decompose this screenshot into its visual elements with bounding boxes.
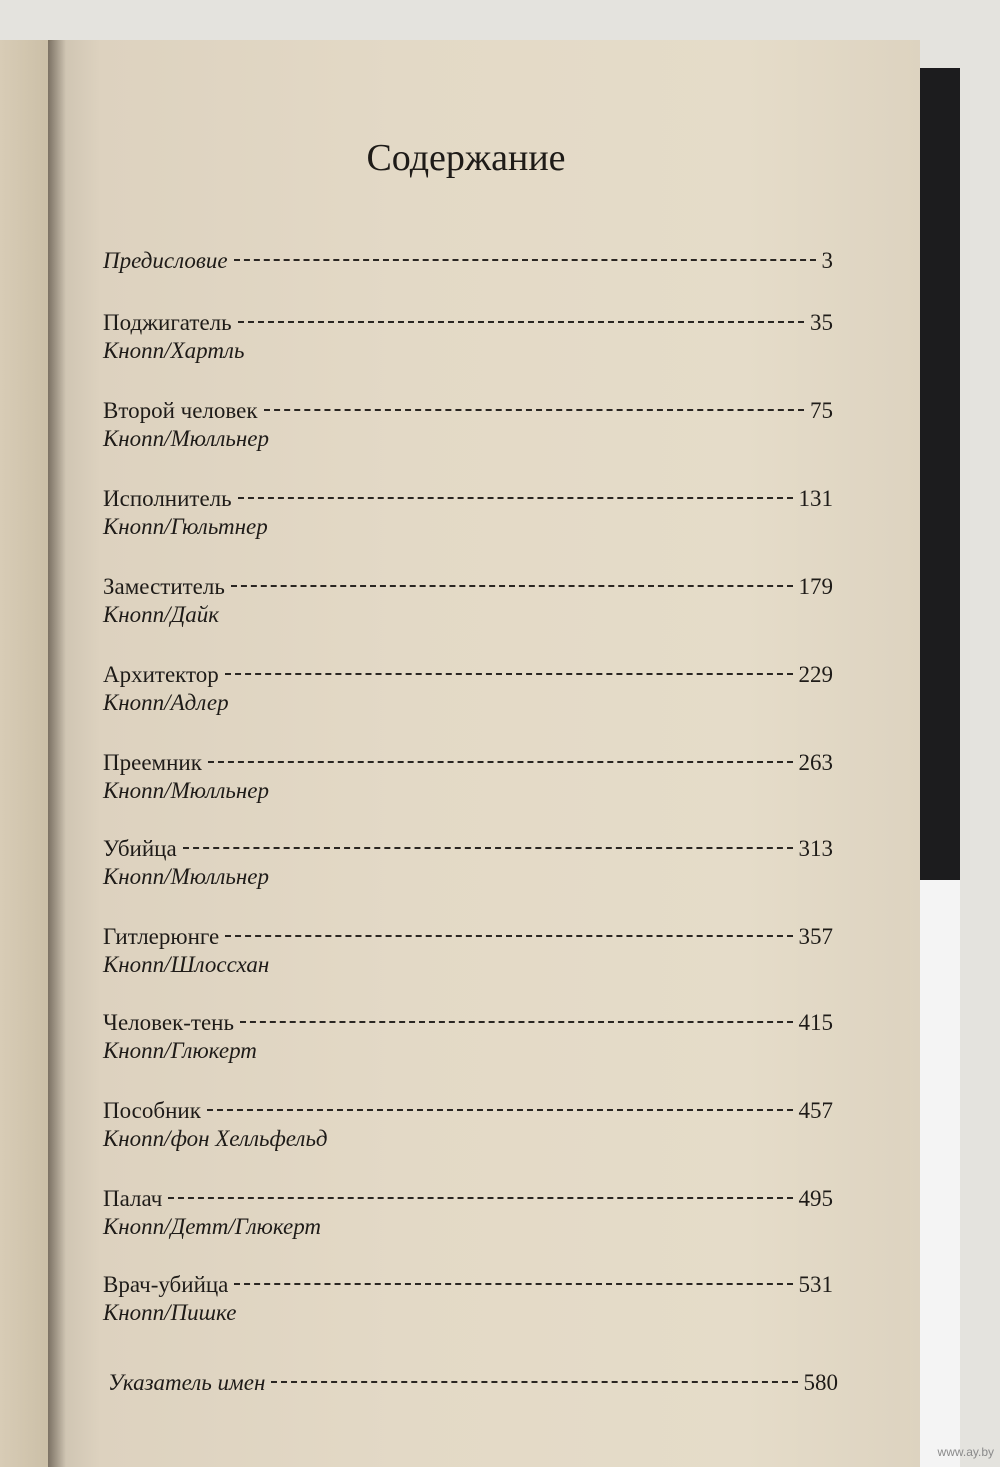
page-number: 131 [798, 486, 833, 511]
page-number: 229 [798, 662, 833, 687]
chapter-title: Врач-убийца [103, 1272, 229, 1297]
toc-line [103, 1272, 833, 1298]
toc-entry [103, 662, 833, 716]
toc-entry [103, 1186, 833, 1240]
dotted-leader [183, 847, 793, 849]
toc-entry [103, 1272, 833, 1326]
toc-line [103, 750, 833, 776]
toc-entry [103, 1098, 833, 1152]
toc-line [103, 1010, 833, 1036]
dotted-leader [264, 409, 804, 411]
toc-line [108, 1370, 838, 1396]
chapter-title: Палач [103, 1186, 163, 1211]
chapter-author: Кнопп/Адлер [103, 690, 229, 715]
dotted-leader [225, 935, 792, 937]
page-number: 495 [798, 1186, 833, 1211]
dotted-leader [240, 1021, 793, 1023]
chapter-author: Кнопп/Мюлльнер [103, 778, 270, 803]
toc-line [103, 486, 833, 512]
toc-line [103, 1186, 833, 1212]
toc-entry [108, 1370, 838, 1396]
toc-entry [103, 750, 833, 804]
toc-line [103, 836, 833, 862]
page-number: 179 [798, 574, 833, 599]
page-number: 415 [798, 1010, 833, 1035]
dotted-leader [234, 1283, 792, 1285]
chapter-title: Гитлерюнге [103, 924, 220, 949]
toc-entry [103, 574, 833, 628]
dotted-leader [207, 1109, 793, 1111]
toc-line [103, 398, 833, 424]
spine-shadow [48, 40, 66, 1467]
chapter-title: Пособник [103, 1098, 201, 1123]
dotted-leader [238, 497, 793, 499]
chapter-author: Кнопп/Мюлльнер [103, 864, 270, 889]
chapter-author: Кнопп/Дайк [103, 602, 219, 627]
toc-line [103, 1098, 833, 1124]
chapter-title: Предисловие [103, 248, 228, 273]
toc-entry [103, 398, 833, 452]
chapter-author: Кнопп/Мюлльнер [103, 426, 270, 451]
page-number: 531 [798, 1272, 833, 1297]
chapter-title: Убийца [103, 836, 177, 861]
chapter-title: Человек-тень [103, 1010, 234, 1035]
chapter-title: Исполнитель [103, 486, 232, 511]
page-number: 35 [810, 310, 833, 335]
page-number: 3 [821, 248, 833, 273]
watermark: www.ay.by [937, 1445, 994, 1459]
chapter-author: Кнопп/Хартль [103, 338, 245, 363]
page-number: 263 [798, 750, 833, 775]
chapter-author: Кнопп/Шлоссхан [103, 952, 270, 977]
page-number: 457 [798, 1098, 833, 1123]
page-number: 580 [803, 1370, 838, 1395]
toc-line [103, 662, 833, 688]
dotted-leader [208, 761, 793, 763]
dotted-leader [271, 1381, 797, 1383]
dotted-leader [168, 1197, 792, 1199]
chapter-author: Кнопп/Детт/Глюкерт [103, 1214, 322, 1239]
chapter-title: Преемник [103, 750, 202, 775]
chapter-author: Кнопп/Глюкерт [103, 1038, 257, 1063]
dotted-leader [225, 673, 793, 675]
toc-line [103, 574, 833, 600]
toc-line [103, 310, 833, 336]
dotted-leader [231, 585, 793, 587]
chapter-title: Указатель имен [108, 1370, 266, 1395]
toc-entry [103, 248, 833, 274]
chapter-title: Второй человек [103, 398, 258, 423]
page-number: 75 [810, 398, 833, 423]
toc-entry [103, 486, 833, 540]
dotted-leader [234, 259, 816, 261]
chapter-author: Кнопп/фон Хелльфельд [103, 1126, 328, 1151]
toc-entry [103, 836, 833, 890]
toc-line [103, 924, 833, 950]
chapter-title: Поджигатель [103, 310, 232, 335]
chapter-author: Кнопп/Пишке [103, 1300, 237, 1325]
toc-entry [103, 1010, 833, 1064]
chapter-title: Архитектор [103, 662, 219, 687]
toc-line [103, 248, 833, 274]
chapter-author: Кнопп/Гюльтнер [103, 514, 268, 539]
chapter-title: Заместитель [103, 574, 225, 599]
page-title: Содержание [366, 137, 566, 179]
toc-entry [103, 924, 833, 978]
page-number: 313 [798, 836, 833, 861]
page-number: 357 [798, 924, 833, 949]
toc-entry [103, 310, 833, 364]
dotted-leader [238, 321, 804, 323]
